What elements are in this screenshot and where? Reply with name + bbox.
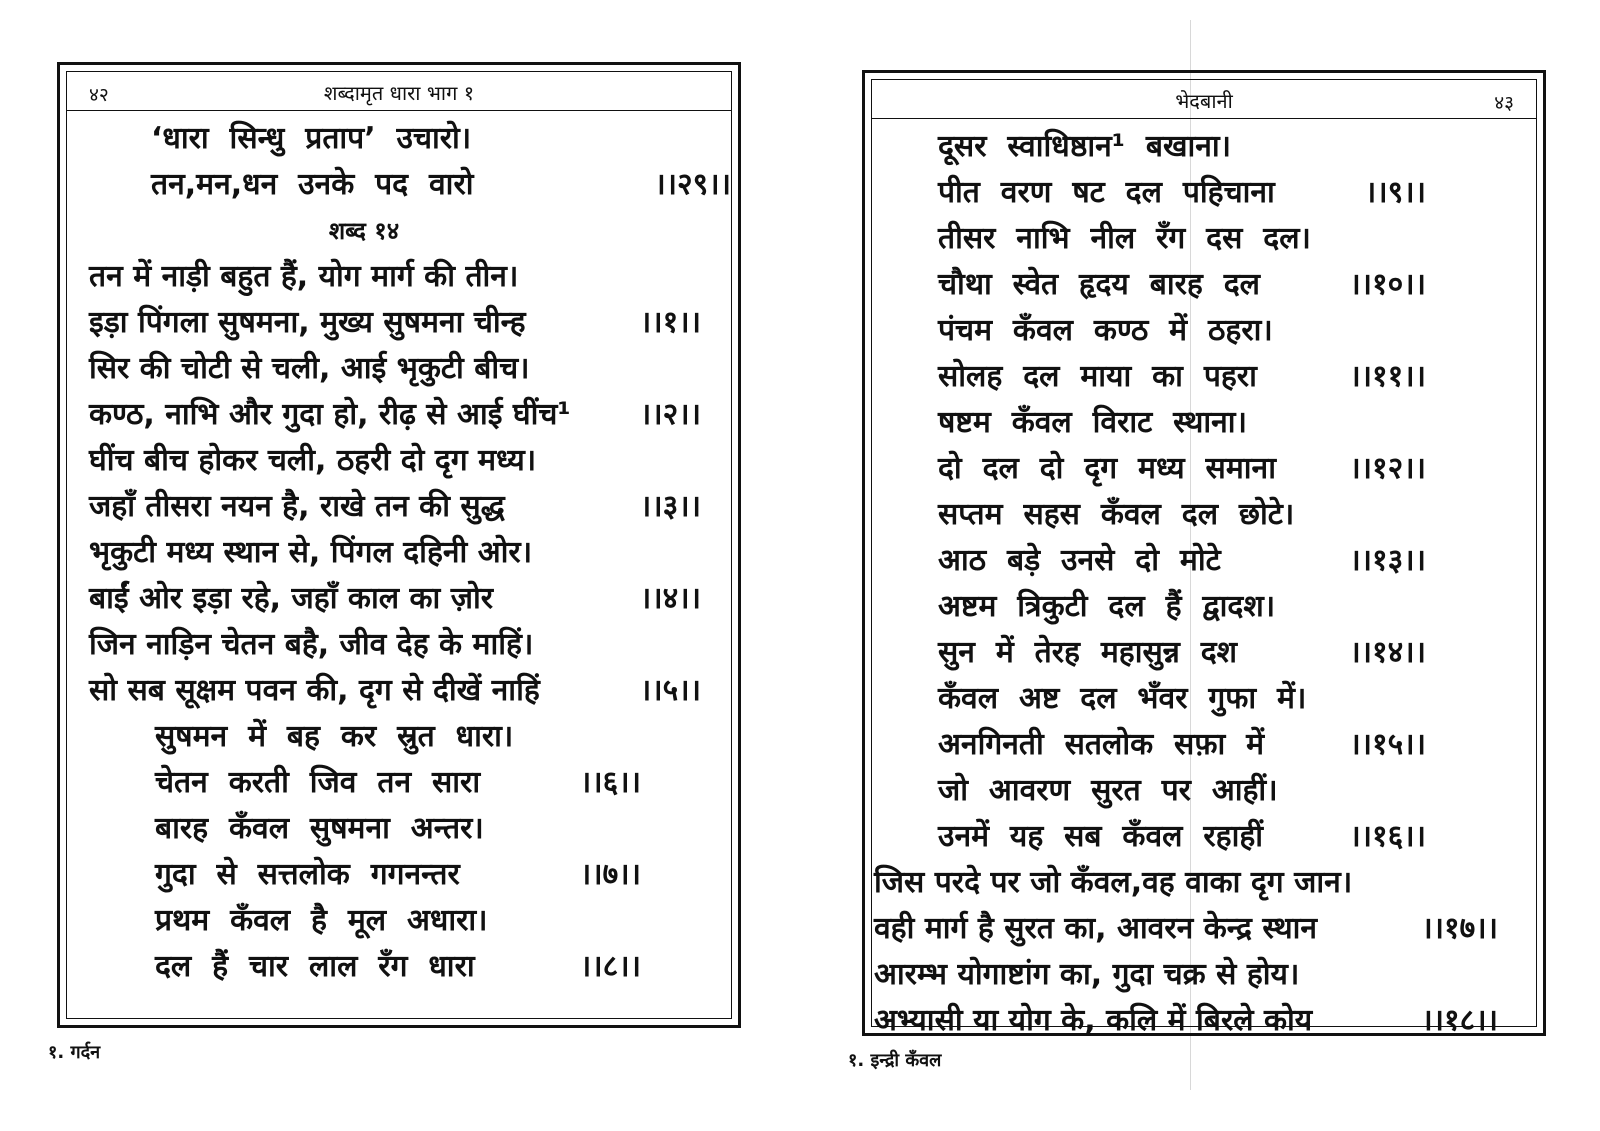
verse-line <box>872 354 1536 400</box>
verse-line <box>67 438 731 484</box>
verse-text: बारह कँवल सुषमना अन्तर। <box>155 811 484 846</box>
verse-number: ।।५।। <box>639 673 701 708</box>
verse-text: आरम्भ योगाष्टांग का, गुदा चक्र से होय। <box>874 957 1300 992</box>
verse-text: दो दल दो दृग मध्य समाना <box>938 451 1276 486</box>
right-page-header <box>872 80 1536 119</box>
verse-text: गुदा से सत्तलोक गगनन्तर <box>155 857 460 892</box>
verse-text: आठ बड़े उनसे दो मोटे <box>938 543 1221 578</box>
verse-text: भृकुटी मध्य स्थान से, पिंगल दहिनी ओर। <box>89 535 533 570</box>
verse-text: बाईं ओर इड़ा रहे, जहाँ काल का ज़ोर <box>89 581 494 616</box>
left-page-frame <box>66 71 732 1019</box>
verse-number: ।।२।। <box>639 397 701 432</box>
verse-line <box>67 852 731 898</box>
verse-number: ।।१४।। <box>1349 635 1426 670</box>
verse-number: ।।१०।। <box>1349 267 1426 302</box>
verse-text: चेतन करती जिव तन सारा <box>155 765 481 800</box>
right-page-verses <box>872 124 1536 1044</box>
verse-number: ।।१३।। <box>1349 543 1426 578</box>
verse-text: घींच बीच होकर चली, ठहरी दो दृग मध्य। <box>89 443 537 478</box>
left-page <box>57 62 741 1028</box>
verse-text: जिन नाड़िन चेतन बहै, जीव देह के माहिं। <box>89 627 534 662</box>
verse-line <box>872 768 1536 814</box>
verse-text: पंचम कँवल कण्ठ में ठहरा। <box>938 313 1273 348</box>
verse-text: सो सब सूक्षम पवन की, दृग से दीखें नाहिं <box>89 673 540 708</box>
verse-number: ।।१६।। <box>1349 819 1426 854</box>
left-page-number: ४२ <box>89 84 109 106</box>
right-running-title: भेदबानी <box>1175 89 1233 113</box>
verse-text: पीत वरण षट दल पहिचाना <box>938 175 1275 210</box>
verse-number: ।।११।। <box>1349 359 1426 394</box>
verse-text: दूसर स्वाधिष्ठान¹ बखाना। <box>938 129 1232 164</box>
verse-line <box>872 124 1536 170</box>
verse-line <box>67 392 731 438</box>
left-page-verses <box>67 116 731 990</box>
verse-number: ।।९।। <box>1364 175 1426 210</box>
verse-line <box>872 584 1536 630</box>
verse-line <box>872 722 1536 768</box>
verse-line <box>872 308 1536 354</box>
verse-number: ।।१७।। <box>1421 911 1498 946</box>
verse-number: ।।१२।। <box>1349 451 1426 486</box>
verse-line <box>872 906 1536 952</box>
verse-line <box>67 346 731 392</box>
verse-text: चौथा स्वेत हृदय बारह दल <box>938 267 1260 302</box>
verse-text: तन में नाड़ी बहुत हैं, योग मार्ग की तीन। <box>89 259 519 294</box>
verse-line <box>67 530 731 576</box>
verse-text: प्रथम कँवल है मूल अधारा। <box>155 903 488 938</box>
verse-line <box>67 944 731 990</box>
verse-line <box>67 484 731 530</box>
verse-text: कँवल अष्ट दल भँवर गुफा में। <box>938 681 1307 716</box>
verse-line <box>67 806 731 852</box>
verse-text: तीसर नाभि नील रँग दस दल। <box>938 221 1311 256</box>
verse-line <box>67 254 731 300</box>
verse-text: अनगिनती सतलोक सफ़ा में <box>938 727 1265 762</box>
verse-text: जो आवरण सुरत पर आहीं। <box>938 773 1278 808</box>
verse-text: सप्तम सहस कँवल दल छोटे। <box>938 497 1295 532</box>
verse-text: ‘धारा सिन्धु प्रताप’ उचारो। <box>151 121 472 156</box>
verse-line <box>872 262 1536 308</box>
verse-line <box>872 952 1536 998</box>
verse-line <box>872 170 1536 216</box>
verse-text: जिस परदे पर जो कँवल,वह वाका दृग जान। <box>874 865 1353 900</box>
verse-number: ।।४।। <box>639 581 701 616</box>
verse-text: इड़ा पिंगला सुषमना, मुख्य सुषमना चीन्ह <box>89 305 526 340</box>
verse-text: दल हैं चार लाल रँग धारा <box>155 949 475 984</box>
verse-number: ।।७।। <box>579 857 641 892</box>
verse-number: ।।२९।। <box>654 167 731 202</box>
verse-text: षष्टम कँवल विराट स्थाना। <box>938 405 1247 440</box>
verse-line <box>872 400 1536 446</box>
verse-text: वही मार्ग है सुरत का, आवरन केन्द्र स्थान <box>874 911 1318 946</box>
verse-line <box>67 116 731 162</box>
verse-number: ।।१५।। <box>1349 727 1426 762</box>
verse-line <box>67 300 731 346</box>
verse-line <box>67 576 731 622</box>
right-footnote: १. इन्द्री कँवल <box>848 1050 942 1071</box>
verse-line <box>67 760 731 806</box>
verse-line <box>67 622 731 668</box>
verse-text: अभ्यासी या योग के, कलि में बिरले कोय <box>874 1003 1313 1038</box>
verse-line <box>67 714 731 760</box>
verse-number: ।।१।। <box>639 305 701 340</box>
verse-number: ।।८।। <box>579 949 641 984</box>
section-heading: शब्द १४ <box>328 217 400 245</box>
verse-line <box>872 676 1536 722</box>
verse-text: अष्टम त्रिकुटी दल हैं द्वादश। <box>938 589 1276 624</box>
right-page-number: ४३ <box>1494 92 1514 114</box>
verse-line <box>872 216 1536 262</box>
verse-text: सिर की चोटी से चली, आई भृकुटी बीच। <box>89 351 530 386</box>
right-page-frame <box>871 79 1537 1038</box>
left-page-header <box>67 72 731 111</box>
verse-line <box>872 814 1536 860</box>
verse-text: सुषमन में बह कर स्रुत धारा। <box>155 719 514 754</box>
right-page <box>862 70 1546 1036</box>
left-footnote: १. गर्दन <box>48 1042 101 1063</box>
verse-text: कण्ठ, नाभि और गुदा हो, रीढ़ से आई घींच¹ <box>89 397 571 432</box>
verse-line <box>872 998 1536 1044</box>
verse-number: ।।१८।। <box>1421 1003 1498 1038</box>
verse-text: सुन में तेरह महासुन्न दश <box>938 635 1238 670</box>
verse-line <box>872 538 1536 584</box>
verse-text: सोलह दल माया का पहरा <box>938 359 1257 394</box>
verse-line <box>67 668 731 714</box>
verse-line <box>872 446 1536 492</box>
verse-line <box>872 492 1536 538</box>
verse-number: ।।३।। <box>639 489 701 524</box>
verse-line <box>67 898 731 944</box>
verse-line <box>872 630 1536 676</box>
verse-line <box>872 860 1536 906</box>
verse-text: तन,मन,धन उनके पद वारो <box>151 167 474 202</box>
left-running-title: शब्दामृत धारा भाग १ <box>323 81 475 105</box>
verse-text: जहाँ तीसरा नयन है, राखे तन की सुद्ध <box>89 489 505 524</box>
verse-number: ।।६।। <box>579 765 641 800</box>
verse-text: उनमें यह सब कँवल रहाहीं <box>938 819 1264 854</box>
verse-line <box>67 162 731 208</box>
